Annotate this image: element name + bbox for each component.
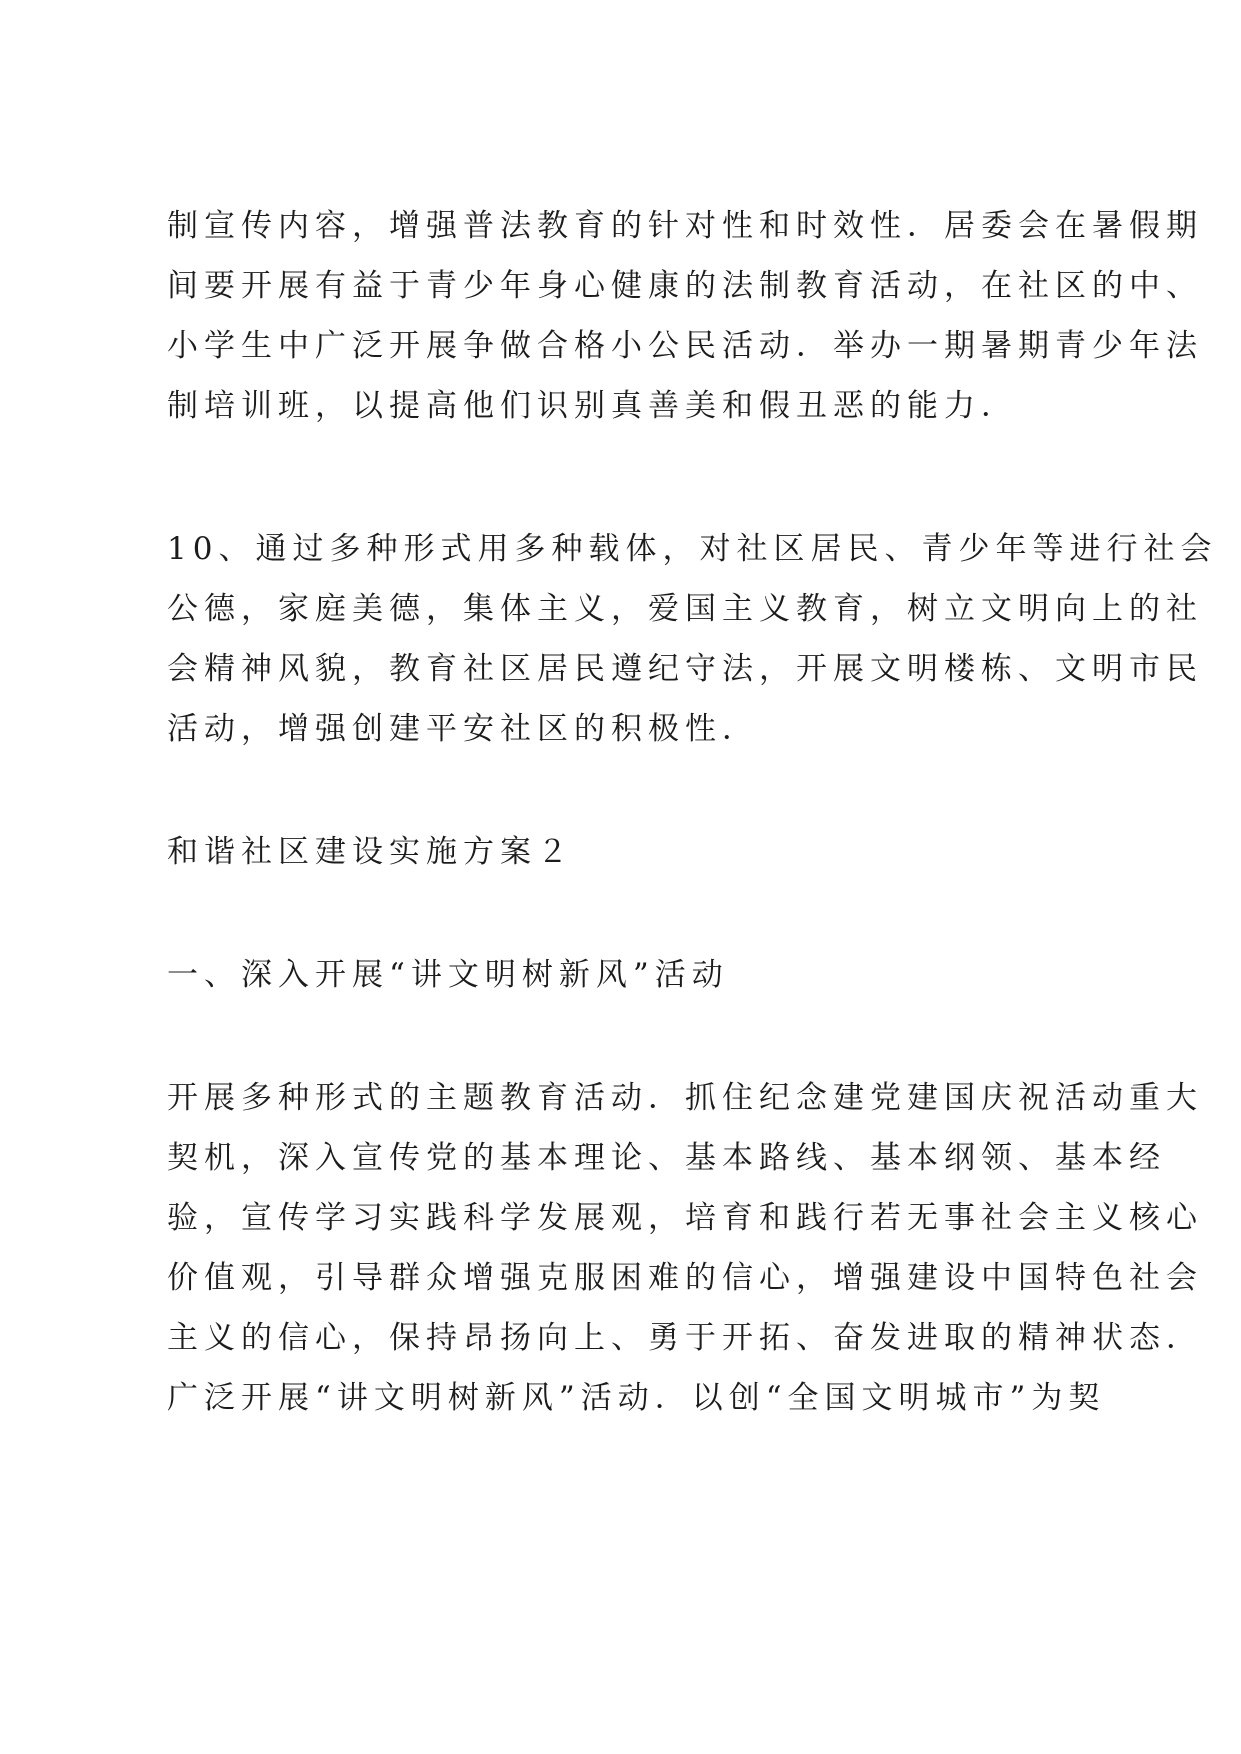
paragraph-3-line-4: 价值观，引导群众增强克服困难的信心，增强建设中国特色社会 (167, 1260, 1203, 1296)
section-title: 和谐社区建设实施方案２ (167, 834, 574, 870)
subsection-title: 一、深入开展“讲文明树新风”活动 (167, 957, 729, 993)
paragraph-3-line-6: 广泛开展“讲文明树新风”活动．以创“全国文明城市”为契 (167, 1380, 1106, 1416)
paragraph-1-line-3: 小学生中广泛开展争做合格小公民活动．举办一期暑期青少年法 (167, 328, 1203, 364)
paragraph-1-line-4: 制培训班，以提高他们识别真善美和假丑恶的能力． (167, 388, 1018, 424)
paragraph-2-line-2: 公德，家庭美德，集体主义，爱国主义教育，树立文明向上的社 (167, 591, 1203, 627)
paragraph-1-line-1: 制宣传内容，增强普法教育的针对性和时效性．居委会在暑假期 (167, 208, 1203, 244)
paragraph-2-line-4: 活动，增强创建平安社区的积极性． (167, 711, 759, 747)
paragraph-3-line-3: 验，宣传学习实践科学发展观，培育和践行若无事社会主义核心 (167, 1200, 1203, 1236)
paragraph-1-line-2: 间要开展有益于青少年身心健康的法制教育活动，在社区的中、 (167, 268, 1203, 304)
paragraph-3-line-5: 主义的信心，保持昂扬向上、勇于开拓、奋发进取的精神状态． (167, 1320, 1203, 1356)
paragraph-2-line-3: 会精神风貌，教育社区居民遵纪守法，开展文明楼栋、文明市民 (167, 651, 1203, 687)
paragraph-3-line-2: 契机，深入宣传党的基本理论、基本路线、基本纲领、基本经 (167, 1140, 1166, 1176)
paragraph-2-line-1: 10、通过多种形式用多种载体，对社区居民、青少年等进行社会 (167, 531, 1218, 567)
paragraph-3-line-1: 开展多种形式的主题教育活动．抓住纪念建党建国庆祝活动重大 (167, 1080, 1203, 1116)
